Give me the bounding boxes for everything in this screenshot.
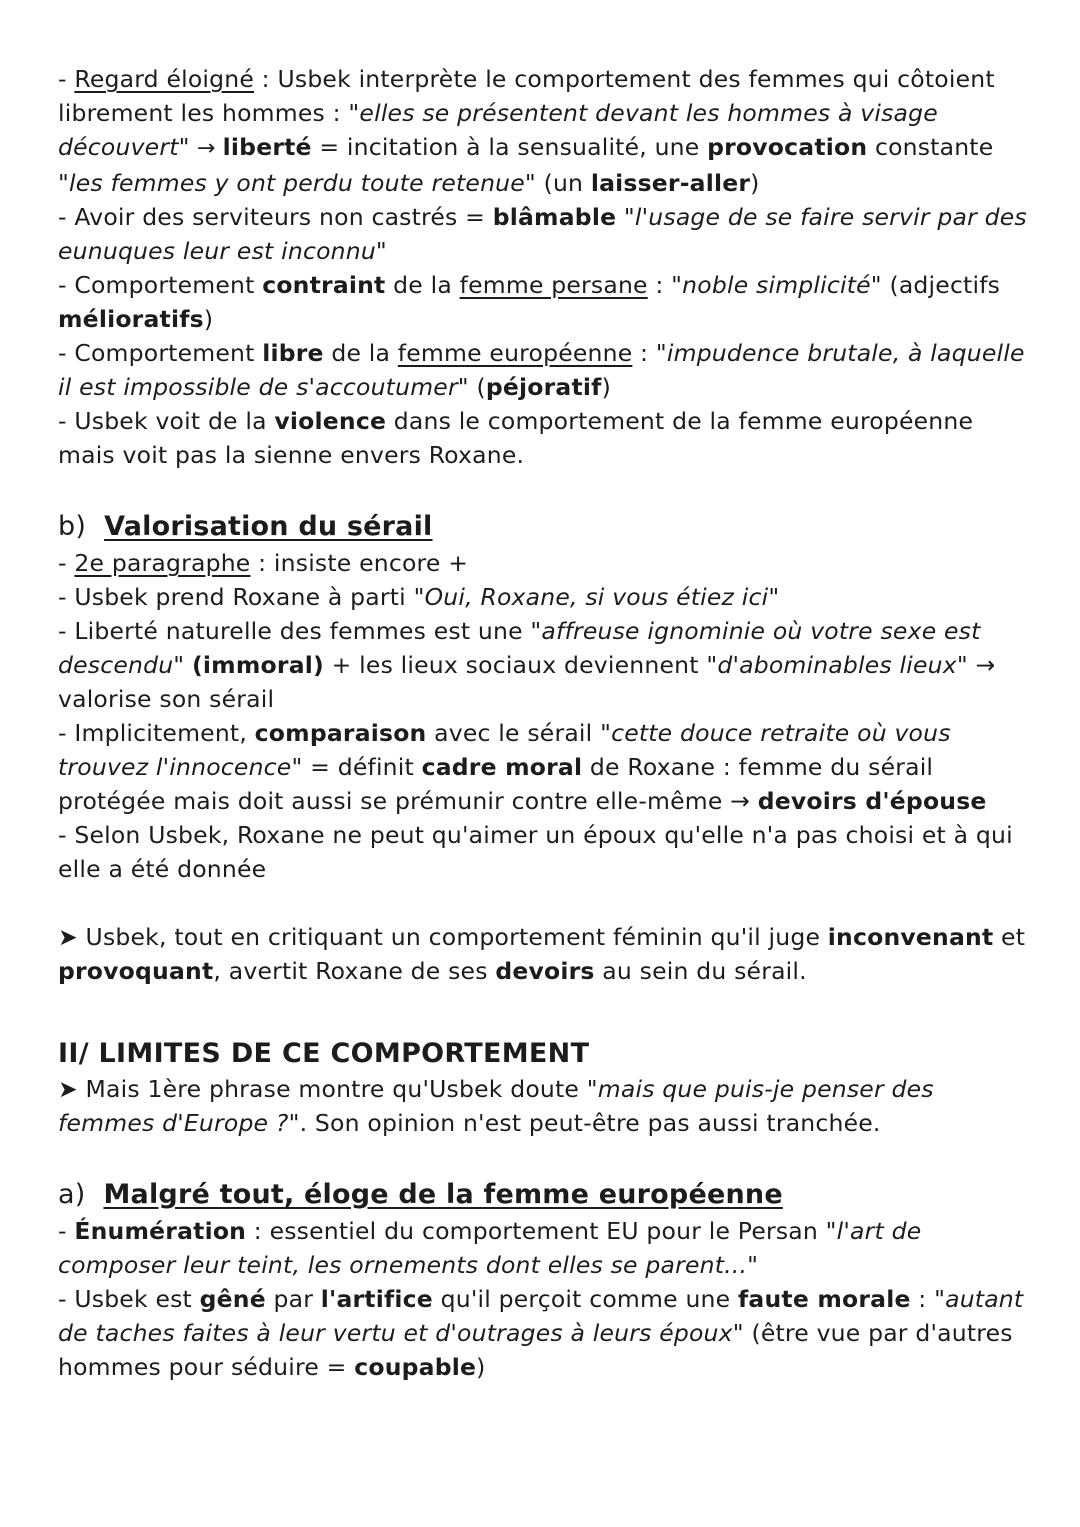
- paragraph-serviteurs: - Avoir des serviteurs non castrés = blâmable "l'usage de se faire servir par des eunuques leur est inconnu": [58, 203, 1027, 265]
- paragraph-artifice: - Usbek est gêné par l'artifice qu'il perçoit comme une faute morale : "autant de taches faites à leur vertu et d'outrages à leurs époux" (être vue par d'autres hommes pour séduire = coupable): [58, 1285, 1024, 1381]
- quote: "impudence brutale, à laquelle il est impossible de s'accoutumer": [58, 339, 1025, 401]
- subheading-eloge: a) Malgré tout, éloge de la femme européenne: [58, 1179, 783, 1210]
- keyword-regard-eloigne: Regard éloigné: [74, 65, 255, 93]
- quote: "d'abominables lieux": [706, 651, 968, 679]
- paragraph-regard-eloigne: - Regard éloigné : Usbek interprète le comportement des femmes qui côtoient librement les hommes : "elles se présentent devant les hommes à visage découvert" → liberté = incitation à la sensualité, une provocation constante "les femmes y ont perdu toute retenue" (un laisser-aller): [58, 65, 995, 197]
- paragraph-conclusion: ➤ Usbek, tout en critiquant un comportement féminin qu'il juge inconvenant et provoquant, avertit Roxane de ses devoirs au sein du sérail.: [58, 923, 1026, 985]
- paragraph-intro-limites: ➤ Mais 1ère phrase montre qu'Usbek doute "mais que puis-je penser des femmes d'Europe ?". Son opinion n'est peut-être pas aussi tranchée.: [58, 1075, 934, 1137]
- paragraph-2e-paragraphe: - 2e paragraphe : insiste encore +: [58, 549, 469, 577]
- paragraph-femme-europeenne: - Comportement libre de la femme européenne : "impudence brutale, à laquelle il est impossible de s'accoutumer" (péjoratif): [58, 339, 1025, 401]
- paragraph-comparaison: - Implicitement, comparaison avec le sérail "cette douce retraite où vous trouvez l'innocence" = définit cadre moral de Roxane : femme du sérail protégée mais doit aussi se prémunir contre elle-même → devoirs d'épouse: [58, 719, 987, 815]
- document-page: [58, 62, 1033, 1384]
- subheading-valorisation: b) Valorisation du sérail: [58, 511, 433, 542]
- section-heading-limites: II/ LIMITES DE CE COMPORTEMENT: [58, 1038, 590, 1069]
- quote: "affreuse ignominie où votre sexe est descendu": [58, 617, 981, 679]
- quote: "autant de taches faites à leur vertu et d'outrages à leurs époux": [58, 1285, 1024, 1347]
- paragraph-liberte-naturelle: - Liberté naturelle des femmes est une "affreuse ignominie où votre sexe est descendu" (immoral) + les lieux sociaux deviennent "d'abominables lieux" → valorise son sérail: [58, 617, 996, 713]
- quote: "noble simplicité": [671, 271, 882, 299]
- paragraph-femme-persane: - Comportement contraint de la femme persane : "noble simplicité" (adjectifs mélioratifs): [58, 271, 1001, 333]
- paragraph-roxane-a-parti: - Usbek prend Roxane à parti "Oui, Roxane, si vous étiez ici": [58, 583, 780, 611]
- quote: "l'art de composer leur teint, les ornements dont elles se parent...": [58, 1217, 922, 1279]
- paragraph-epoux: - Selon Usbek, Roxane ne peut qu'aimer un époux qu'elle n'a pas choisi et à qui elle a été donnée: [58, 821, 1013, 883]
- paragraph-violence: - Usbek voit de la violence dans le comportement de la femme européenne mais voit pas la sienne envers Roxane.: [58, 407, 974, 469]
- quote: "l'usage de se faire servir par des eunuques leur est inconnu": [58, 203, 1027, 265]
- quote: "cette douce retraite où vous trouvez l'innocence": [58, 719, 951, 781]
- quote: "elles se présentent devant les hommes à visage découvert": [58, 99, 938, 161]
- quote: "les femmes y ont perdu toute retenue": [58, 169, 536, 197]
- quote: "mais que puis-je penser des femmes d'Europe ?": [58, 1075, 934, 1137]
- paragraph-enumeration: - Énumération : essentiel du comportement EU pour le Persan "l'art de composer leur teint, les ornements dont elles se parent...": [58, 1217, 922, 1279]
- quote: "Oui, Roxane, si vous étiez ici": [413, 583, 780, 611]
